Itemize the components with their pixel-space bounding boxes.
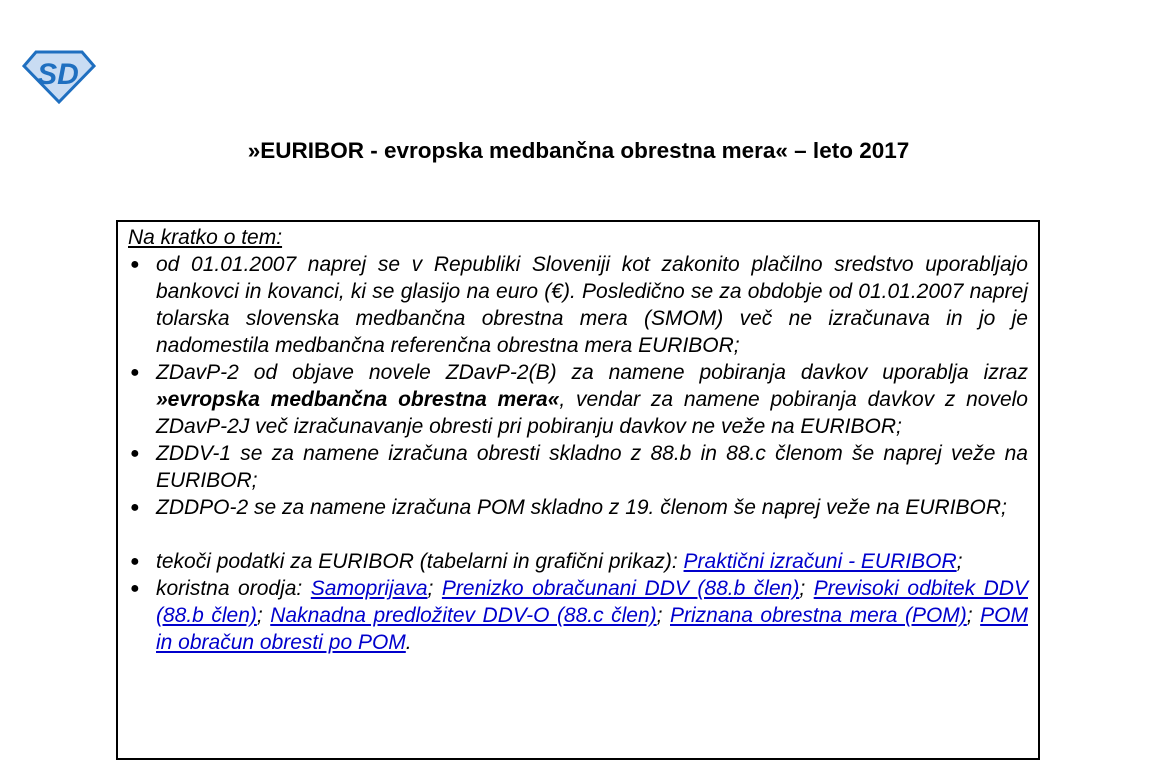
bullet-icon: ● <box>130 364 140 381</box>
link-pom-obracun-obresti[interactable]: POM in obračun obresti po POM <box>156 604 1028 654</box>
link-previsoki-odbitek-ddv[interactable]: Previsoki odbitek DDV (88.b člen) <box>156 577 1028 627</box>
item-text: koristna orodja: <box>156 577 311 600</box>
company-logo <box>22 50 96 104</box>
list-item <box>128 494 1028 521</box>
item-text: , vendar za namene pobiranja davkov z novelo ZDavP-2J več izračunavanje obresti pri pobiranju davkov ne veže na EURIBOR; <box>156 388 1028 438</box>
separator: . <box>405 631 412 654</box>
item-text: ; <box>956 550 963 573</box>
bullet-icon: ● <box>130 553 140 570</box>
bullet-icon: ● <box>130 445 140 462</box>
link-naknadna-predlozitev-ddv-o[interactable]: Naknadna predložitev DDV-O (88.c člen) <box>270 604 657 627</box>
bullet-icon: ● <box>130 499 140 516</box>
separator: ; <box>256 604 271 627</box>
item-text: ZDDPO-2 se za namene izračuna POM skladno z 19. členom še naprej veže na EURIBOR; <box>156 496 1007 519</box>
page-title: »EURIBOR - evropska medbančna obrestna mera« – leto 2017 <box>247 138 910 163</box>
bullet-icon: ● <box>130 256 140 273</box>
item-text: od 01.01.2007 naprej se v Republiki Sloveniji kot zakonito plačilno sredstvo uporabljajo bankovci in kovanci, ki se glasijo na euro (€). Posledično se za obdobje od 01.01.2007 naprej tolarska slovenska medbančna obrestna mera (SMOM) več ne izračunava in jo je nadomestila medbančna referenčna obrestna mera EURIBOR; <box>156 253 1028 357</box>
list-item <box>128 359 1028 440</box>
summary-heading: Na kratko o tem: <box>128 226 283 249</box>
bullet-icon: ● <box>130 580 140 597</box>
separator: ; <box>799 577 814 600</box>
item-text: ZDDV-1 se za namene izračuna obresti skladno z 88.b in 88.c členom še naprej veže na EURIBOR; <box>156 442 1028 492</box>
item-emphasis: »evropska medbančna obrestna mera« <box>156 388 560 411</box>
sd-shield-logo-icon <box>22 50 96 104</box>
link-prakticni-izracuni-euribor[interactable]: Praktični izračuni - EURIBOR <box>683 550 957 573</box>
list-item <box>128 251 1028 359</box>
separator: ; <box>427 577 442 600</box>
list-item <box>128 548 1028 575</box>
svg-text:SD: SD <box>37 58 79 91</box>
list-item <box>128 440 1028 494</box>
item-text: ZDavP-2 od objave novele ZDavP-2(B) za namene pobiranja davkov uporablja izraz <box>156 361 1028 384</box>
separator: ; <box>966 604 981 627</box>
list-item <box>128 575 1028 656</box>
separator: ; <box>656 604 670 627</box>
link-samoprijava[interactable]: Samoprijava <box>310 577 428 600</box>
summary-list <box>128 251 1028 656</box>
summary-box <box>116 220 1040 760</box>
link-prenizko-obracunani-ddv[interactable]: Prenizko obračunani DDV (88.b člen) <box>441 577 800 600</box>
item-text: tekoči podatki za EURIBOR (tabelarni in grafični prikaz): <box>156 550 684 573</box>
link-priznana-obrestna-mera[interactable]: Priznana obrestna mera (POM) <box>670 604 967 627</box>
